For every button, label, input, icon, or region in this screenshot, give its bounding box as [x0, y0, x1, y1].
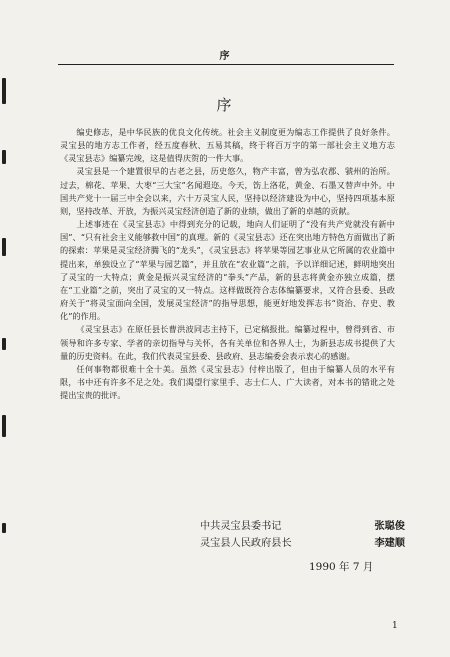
preface-title: 序 [216, 96, 234, 114]
page-number: 1 [392, 621, 398, 631]
paragraph: 灵宝县是一个建置很早的古老之县，历史悠久，物产丰富，曾为弘农郡、虢州的治所。过去，棉花、苹果、大枣“三大宝”名闻遐迩。今天，饬上洛花，黄金、石墨又替声中外。中国共产党十一届三中全会以来，六十万灵宝人民，坚持以经济建设为中心，坚持四项基本原则，坚持改革、开放，为振兴灵宝经济创造了新的业绩，做出了新的卓越的贡献。 [60, 166, 395, 216]
signature-row [200, 535, 405, 552]
signer-title: 中共灵宝县委书记 [200, 521, 282, 532]
paragraph: 上述事迹在《灵宝县志》中得到充分的记载，地向人们证明了“没有共产党就没有新中国”、“只有社会主义能够救中国”的真理。新的《灵宝县志》还在突出地方特色方面做出了新的探索：苹果是灵宝经济腾飞的“龙头”，《灵宝县志》将苹果等园艺事业从它所属的农业篇中提出来，单独设立了“苹果与园艺篇”，并且放在“农业篇”之前，予以详细记述，鲜明地突出了灵宝的一大特点；黄金是振兴灵宝经济的“拳头”产品，新的县志将黄金亦独立成篇，摆在“工业篇”之前，突出了灵宝的又一特点。这样做既符合志体编纂要求，又符合县委、县政府关于“将灵宝面向全国，发展灵宝经济”的指导思想，能更好地发挥志书“资治、存史、教化”的作用。 [60, 219, 395, 322]
signature-block [200, 518, 405, 552]
signer-name: 张聪俊 [374, 520, 405, 532]
paragraph: 编史修志，是中华民族的优良文化传统。社会主义制度更为编志工作提供了良好条件。灵宝县的地方志工作者，经五度春秋、五易其稿，终于将百万字的第一部社会主义地方志《灵宝县志》编纂完竣，这是值得庆贺的一件大事。 [60, 127, 395, 164]
signer-name: 李建顺 [374, 537, 405, 549]
preface-body [60, 126, 395, 402]
running-header: 序 [219, 51, 231, 62]
paragraph: 《灵宝县志》在原任县长曹洪波同志主持下，已定稿报批。编纂过程中，曾得到省、市领导和许多专家、学者的亲切指导与关怀，各有关单位和各界人士，为新县志成书提供了大量的历史资料。在此，我们代表灵宝县委、县政府、县志编委会表示衷心的感谢。 [60, 324, 395, 361]
paragraph: 任何事物都很难十全十美。虽然《灵宝县志》付梓出版了，但由于编纂人员的水平有限，书中还有许多不足之处。我们渴望行家里手、志士仁人、广大读者，对本书的错讹之处提出宝贵的批评。 [60, 363, 395, 401]
header-rule [58, 64, 394, 65]
signer-title: 灵宝县人民政府县长 [200, 538, 292, 549]
date-line: 1990 年 7 月 [309, 561, 374, 573]
signature-row [200, 518, 405, 535]
